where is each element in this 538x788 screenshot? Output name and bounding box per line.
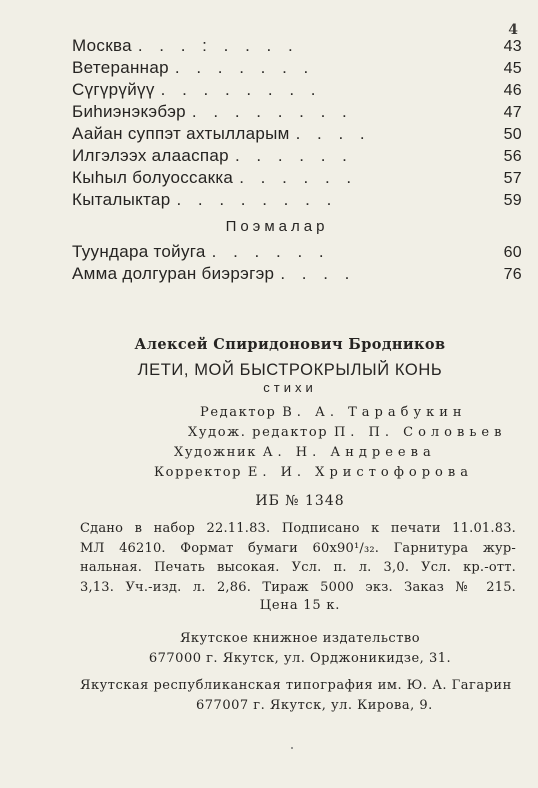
- ib-number: ИБ № 1348: [255, 493, 345, 509]
- publication-line: 3,13. Уч.-изд. л. 2,86. Тираж 5000 экз. Заказ № 215.: [80, 579, 516, 595]
- publication-line: Сдано в набор 22.11.83. Подписано к печати 11.01.83.: [80, 521, 516, 536]
- toc-entry: [72, 190, 522, 212]
- publisher-address: 677000 г. Якутск, ул. Орджоникидзе, 31.: [148, 651, 452, 666]
- toc-entry-title: Биһиэнэкэбэр: [72, 102, 186, 121]
- printer-address: 677007 г. Якутск, ул. Кирова, 9.: [196, 698, 433, 713]
- toc-page-number: 56: [503, 148, 522, 165]
- toc-page-number: 60: [503, 244, 522, 261]
- toc-entry: [72, 80, 522, 102]
- toc-leader-dots: . . . .: [295, 124, 371, 143]
- credit-name: П. П. Соловьев: [333, 425, 507, 440]
- toc-entry-title: Аайан суппэт ахтылларым: [72, 124, 290, 143]
- toc-entry: [72, 102, 522, 124]
- toc-page-number: 57: [503, 170, 522, 187]
- toc-leader-dots: . . . . . . . .: [176, 190, 338, 209]
- toc-entry-title: Амма долгуран биэрэгэр: [72, 264, 275, 283]
- toc-leader-dots: . . . . . .: [239, 168, 358, 187]
- credit-name: В. А. Тарабукин: [282, 405, 467, 420]
- toc-entry: [72, 264, 522, 286]
- price: Цена 15 к.: [259, 598, 341, 613]
- credit-role: Корректор: [154, 465, 243, 480]
- toc-entry-title: Кыһыл болуоссакка: [72, 168, 234, 187]
- publication-details: [80, 519, 516, 597]
- printer: [80, 676, 538, 716]
- toc-page-number: 43: [503, 38, 522, 55]
- toc-entry-title: Илгэлээх алааспар: [72, 146, 229, 165]
- toc-leader-dots: . . . . . . . .: [160, 80, 322, 99]
- credit-role: Художник: [174, 445, 257, 460]
- toc-entry: [72, 124, 522, 146]
- publication-line: нальная. Печать высокая. Усл. п. л. 3,0. Усл. кр.-отт.: [80, 560, 516, 575]
- toc-entry-title: Ветераннар: [72, 58, 169, 77]
- toc-page-number: 59: [503, 192, 522, 209]
- toc-page-number: 76: [503, 266, 522, 283]
- toc-entry: [72, 168, 522, 190]
- toc-poems: [72, 242, 522, 286]
- printer-name: Якутская республиканская типография им. Ю. А. Гагарин: [80, 678, 512, 693]
- credit-role: Худож. редактор: [188, 425, 329, 440]
- toc-section-heading: Поэмалар: [225, 218, 329, 235]
- toc-leader-dots: . . . .: [280, 264, 356, 283]
- credit-line: [70, 423, 530, 443]
- credit-name: Е. И. Христофорова: [247, 465, 473, 480]
- toc-entry: [72, 146, 522, 168]
- toc-page-number: 47: [503, 104, 522, 121]
- table-of-contents: [72, 36, 522, 286]
- toc-entry: [72, 242, 522, 264]
- toc-leader-dots: . . . . . .: [234, 146, 353, 165]
- toc-leader-dots: . . . . . . .: [174, 58, 315, 77]
- book-genre: стихи: [263, 380, 317, 395]
- toc-entry: [72, 36, 522, 58]
- toc-leader-dots: . . . . . .: [211, 242, 330, 261]
- toc-page-number: 50: [503, 126, 522, 143]
- author-name: Алексей Спиридонович Бродников: [134, 336, 446, 353]
- toc-page-number: 45: [503, 60, 522, 77]
- toc-entry-title: Туундара тойуга: [72, 242, 206, 261]
- toc-entry-title: Кыталыктар: [72, 190, 171, 209]
- credit-line: [70, 463, 530, 483]
- credit-line: [70, 403, 530, 423]
- page-speck: [291, 747, 293, 749]
- credit-role: Редактор: [200, 405, 277, 420]
- credits-list: [70, 403, 530, 483]
- toc-page-number: 46: [503, 82, 522, 99]
- publisher: [70, 629, 530, 669]
- credit-name: А. Н. Андреева: [262, 445, 436, 460]
- toc-leader-dots: . . . . . . . .: [191, 102, 353, 121]
- corner-mark: 4: [508, 22, 518, 38]
- toc-leader-dots: . . . : . . . .: [137, 36, 299, 55]
- publisher-name: Якутское книжное издательство: [179, 631, 421, 646]
- toc-entries: [72, 36, 522, 212]
- publication-line: МЛ 46210. Формат бумаги 60x90¹/₃₂. Гарнитура жур-: [80, 540, 516, 556]
- colophon: [70, 336, 530, 669]
- toc-entry-title: Москва: [72, 36, 132, 55]
- credit-line: [70, 443, 530, 463]
- toc-entry: [72, 58, 522, 80]
- toc-entry-title: Сүгүрүйүү: [72, 80, 155, 99]
- book-title: ЛЕТИ, МОЙ БЫСТРОКРЫЛЫЙ КОНЬ: [137, 361, 443, 379]
